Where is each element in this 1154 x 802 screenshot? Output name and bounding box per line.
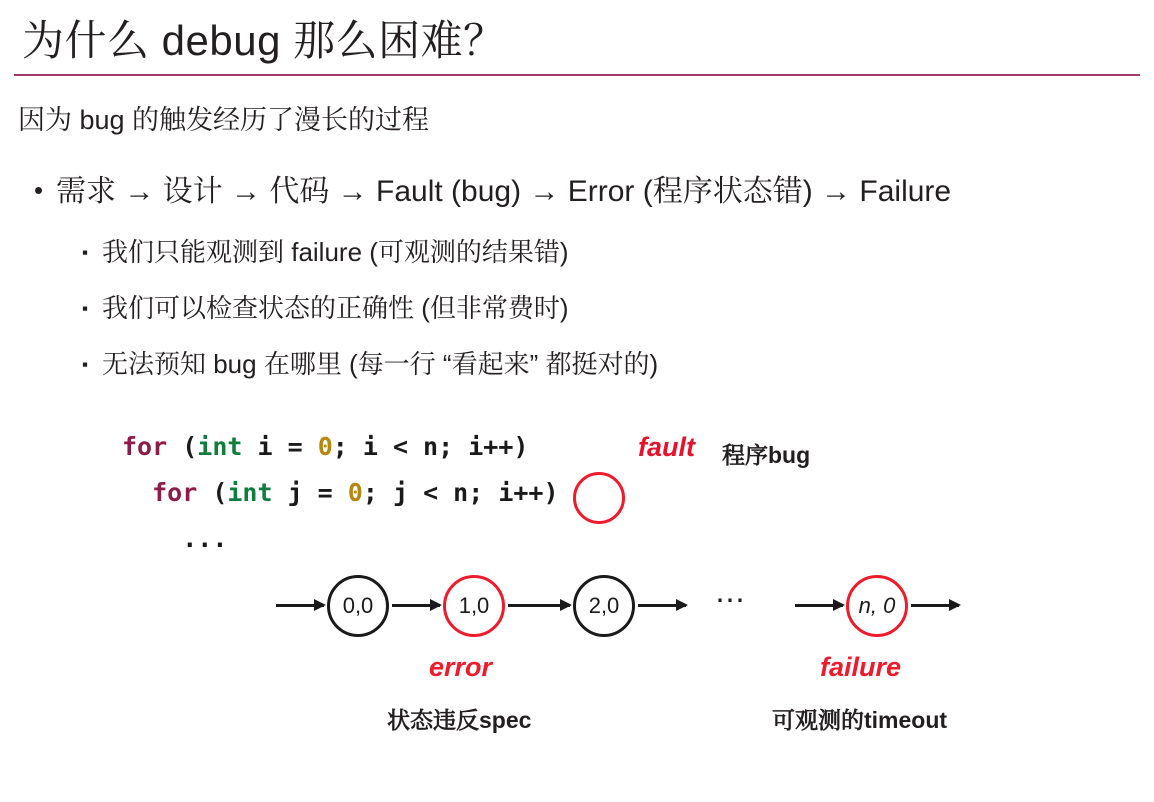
sub-bullet-2 — [82, 288, 569, 325]
code-text: ( — [167, 432, 198, 461]
failure-annotation-note: 可观测的timeout — [772, 707, 948, 733]
code-number: 0 — [317, 432, 333, 461]
state-node-n: n, 0 — [846, 575, 908, 637]
failure-annotation-label: failure — [820, 652, 902, 682]
code-text: ; i < n; i++) — [332, 432, 529, 461]
arrow-icon-1 — [392, 604, 440, 607]
bullet-main — [34, 166, 951, 210]
sub-bullet-2-label: 我们可以检查状态的正确性 (但非常费时) — [102, 293, 569, 323]
square-bullet-icon: ▪ — [82, 243, 89, 262]
bullet-main-label: 需求 → 设计 → 代码 → Fault (bug) → Error (程序状态错) → Failure — [56, 175, 952, 208]
square-bullet-icon: ▪ — [82, 299, 89, 318]
code-number: 0 — [347, 478, 363, 507]
code-indent — [122, 524, 182, 553]
state-node-1: 1,0 — [443, 575, 505, 637]
page-title: 为什么 debug 那么困难？ — [22, 17, 506, 64]
error-annotation-note: 状态违反spec — [387, 707, 532, 733]
diagram-ellipsis: ⋯ — [715, 584, 748, 617]
fault-annotation-note: 程序bug — [722, 442, 811, 468]
code-keyword-int: int — [197, 432, 243, 461]
fault-annotation-label: fault — [638, 432, 695, 462]
code-text: ; j < n; i++) — [362, 478, 559, 507]
sub-bullet-3 — [82, 344, 658, 381]
title-divider — [14, 74, 1140, 76]
code-ellipsis: ... — [182, 524, 228, 553]
sub-bullet-1 — [82, 232, 569, 269]
code-keyword-for: for — [122, 432, 168, 461]
code-keyword-int: int — [227, 478, 273, 507]
code-indent — [122, 478, 152, 507]
state-node-0: 0,0 — [327, 575, 389, 637]
arrow-icon-2 — [508, 604, 570, 607]
code-block — [122, 424, 559, 562]
code-keyword-for: for — [152, 478, 198, 507]
bullet-marker-icon: • — [34, 175, 44, 205]
arrow-icon-4 — [795, 604, 843, 607]
state-chain-diagram — [0, 575, 1154, 675]
bug-highlight-circle-icon — [573, 472, 625, 524]
error-annotation-label: error — [429, 652, 493, 682]
lead-text: 因为 bug 的触发经历了漫长的过程 — [18, 105, 430, 135]
arrow-icon-exit — [911, 604, 959, 607]
arrow-icon-entry — [276, 604, 324, 607]
sub-bullet-3-label: 无法预知 bug 在哪里 (每一行 “看起来” 都挺对的) — [102, 349, 659, 379]
code-text: i = — [242, 432, 318, 461]
code-text: ( — [197, 478, 228, 507]
sub-bullet-1-label: 我们只能观测到 failure (可观测的结果错) — [102, 237, 569, 267]
state-node-2: 2,0 — [573, 575, 635, 637]
arrow-icon-3 — [638, 604, 686, 607]
code-text: j = — [272, 478, 348, 507]
square-bullet-icon: ▪ — [82, 355, 89, 374]
